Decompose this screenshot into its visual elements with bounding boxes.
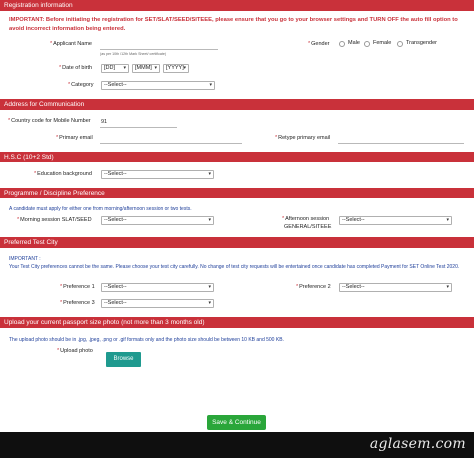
label-text: Preference 2 (299, 284, 331, 290)
gender-transgender-label (406, 40, 437, 46)
section-header-photo (0, 317, 474, 328)
label-text: Retype primary email (278, 135, 331, 141)
label-text-2: GENERAL/SITEEE (284, 223, 332, 230)
note-title: IMPORTANT : (9, 256, 41, 262)
option-text: Transgender (406, 40, 437, 46)
label-text: Category (71, 82, 94, 88)
watermark-text: aglasem.com (369, 436, 466, 452)
section-header-hsc (0, 152, 474, 162)
applicant-name-label (50, 41, 92, 47)
required-mark: * (56, 135, 59, 141)
section-header-text: Address for Communication (4, 101, 85, 108)
education-select[interactable] (101, 170, 214, 179)
label-text: Upload photo (60, 348, 93, 354)
section-header-text: Preferred Test City (4, 239, 58, 246)
section-header-programme (0, 188, 474, 198)
select-value: --Select-- (104, 284, 127, 290)
required-mark: * (60, 284, 63, 290)
select-value: --Select-- (342, 217, 365, 223)
label-text: Date of birth (62, 65, 93, 71)
chevron-down-icon: ▾ (154, 65, 157, 71)
required-mark: * (34, 171, 37, 177)
watermark (370, 436, 466, 452)
required-mark: * (60, 300, 63, 306)
section-header-communication (0, 99, 474, 110)
dob-label (59, 65, 92, 71)
chevron-down-icon: ▾ (209, 82, 212, 88)
dob-month-select[interactable] (132, 64, 160, 73)
option-text: Male (348, 40, 360, 46)
button-label: Browse (113, 356, 134, 362)
required-mark: * (50, 41, 53, 47)
chevron-down-icon: ▾ (183, 65, 186, 71)
label-text: Gender (311, 41, 330, 47)
dob-day-select[interactable] (101, 64, 129, 73)
select-value: [MMM] (135, 65, 152, 71)
gender-male-label (348, 40, 360, 46)
required-mark: * (17, 217, 20, 223)
preference-2-label (296, 284, 331, 290)
gender-transgender-radio[interactable] (397, 41, 403, 47)
select-value: --Select-- (104, 300, 127, 306)
gender-label (308, 41, 330, 47)
afternoon-session-label (282, 216, 331, 231)
select-value: --Select-- (104, 82, 127, 88)
required-mark: * (275, 135, 278, 141)
section-header-test-city (0, 237, 474, 248)
retype-email-input[interactable] (338, 143, 464, 144)
button-label: Save & Continue (212, 419, 261, 426)
afternoon-session-select[interactable] (339, 216, 452, 225)
important-notice (9, 16, 465, 34)
select-value: --Select-- (342, 284, 365, 290)
save-continue-button[interactable] (207, 415, 266, 430)
required-mark: * (8, 118, 11, 124)
chevron-down-icon: ▾ (208, 284, 211, 290)
footer-bar (0, 432, 474, 458)
country-code-input[interactable] (100, 127, 177, 128)
select-value: [DD] (104, 65, 115, 71)
chevron-down-icon: ▾ (446, 217, 449, 223)
dob-year-select[interactable] (163, 64, 189, 73)
label-text: Education background (37, 171, 92, 177)
section-header-text: Programme / Discipline Preference (4, 190, 105, 197)
applicant-name-hint (100, 52, 166, 56)
label-text: Afternoon session (285, 216, 330, 222)
photo-note (9, 337, 284, 343)
primary-email-label (56, 135, 93, 141)
chevron-down-icon: ▾ (446, 284, 449, 290)
label-text: Preference 3 (63, 300, 95, 306)
label-text: Morning session SLAT/SEED (20, 217, 92, 223)
option-text: Female (373, 40, 392, 46)
select-value: --Select-- (104, 171, 127, 177)
label-text: Preference 1 (63, 284, 95, 290)
country-code-value (101, 119, 107, 125)
primary-email-input[interactable] (100, 143, 242, 144)
required-mark: * (57, 348, 60, 354)
preference-3-label (60, 300, 95, 306)
required-mark: * (59, 65, 62, 71)
important-notice-text: IMPORTANT: Before initiating the registration for SET/SLAT/SEED/SITEEE, please ensure that you go to your browser settings and TURN OFF the auto fill option to avoid incorrect information being entered. (9, 17, 458, 32)
field-value: 91 (101, 119, 108, 125)
section-header-text: Registration information (4, 2, 73, 9)
preference-2-select[interactable] (339, 283, 452, 292)
gender-female-label (373, 40, 391, 46)
required-mark: * (282, 216, 285, 222)
education-label (34, 171, 92, 177)
required-mark: * (308, 41, 311, 47)
preference-1-select[interactable] (101, 283, 214, 292)
test-city-important-text (9, 264, 467, 272)
select-value: --Select-- (104, 217, 127, 223)
preference-1-label (60, 284, 95, 290)
section-header-text: Upload your current passport size photo (not more than 3 months old) (4, 319, 205, 326)
chevron-down-icon: ▾ (208, 171, 211, 177)
chevron-down-icon: ▾ (208, 217, 211, 223)
browse-button[interactable] (106, 352, 141, 367)
morning-session-label (17, 217, 92, 223)
required-mark: * (296, 284, 299, 290)
applicant-name-input[interactable] (100, 49, 218, 50)
select-value: [YYYY] (166, 65, 184, 71)
required-mark: * (68, 82, 71, 88)
preference-3-select[interactable] (101, 299, 214, 308)
note-text: The upload photo should be in .jpg, .jpeg, .png or .gif formats only and the photo size should be between 10 KB and 500 KB. (9, 337, 284, 343)
label-text: Applicant Name (53, 41, 92, 47)
note-text: Your Test City preferences cannot be the same. Please choose your test city carefully. No change of test city requests will be entertained once candidate has completed Payment for SET Online Test 2020. (9, 264, 460, 270)
category-label (68, 82, 93, 88)
programme-note (9, 206, 192, 212)
morning-session-select[interactable] (101, 216, 214, 225)
test-city-important-title (9, 256, 41, 262)
note-text: A candidate must apply for either one from morning/afternoon session or two tests. (9, 206, 192, 212)
category-select[interactable] (101, 81, 215, 90)
chevron-down-icon: ▾ (123, 65, 126, 71)
retype-email-label (275, 135, 330, 141)
label-text: Primary email (59, 135, 93, 141)
label-text: Country code for Mobile Number (11, 118, 91, 124)
upload-photo-label (57, 348, 93, 354)
section-header-text: H.S.C (10+2 Std) (4, 154, 54, 161)
gender-male-radio[interactable] (339, 41, 345, 47)
hint-text: (as per 10th /12th Mark Sheet/ certificate) (100, 52, 167, 56)
section-header-registration (0, 0, 474, 11)
chevron-down-icon: ▾ (208, 300, 211, 306)
gender-female-radio[interactable] (364, 41, 370, 47)
country-code-label (8, 118, 91, 124)
